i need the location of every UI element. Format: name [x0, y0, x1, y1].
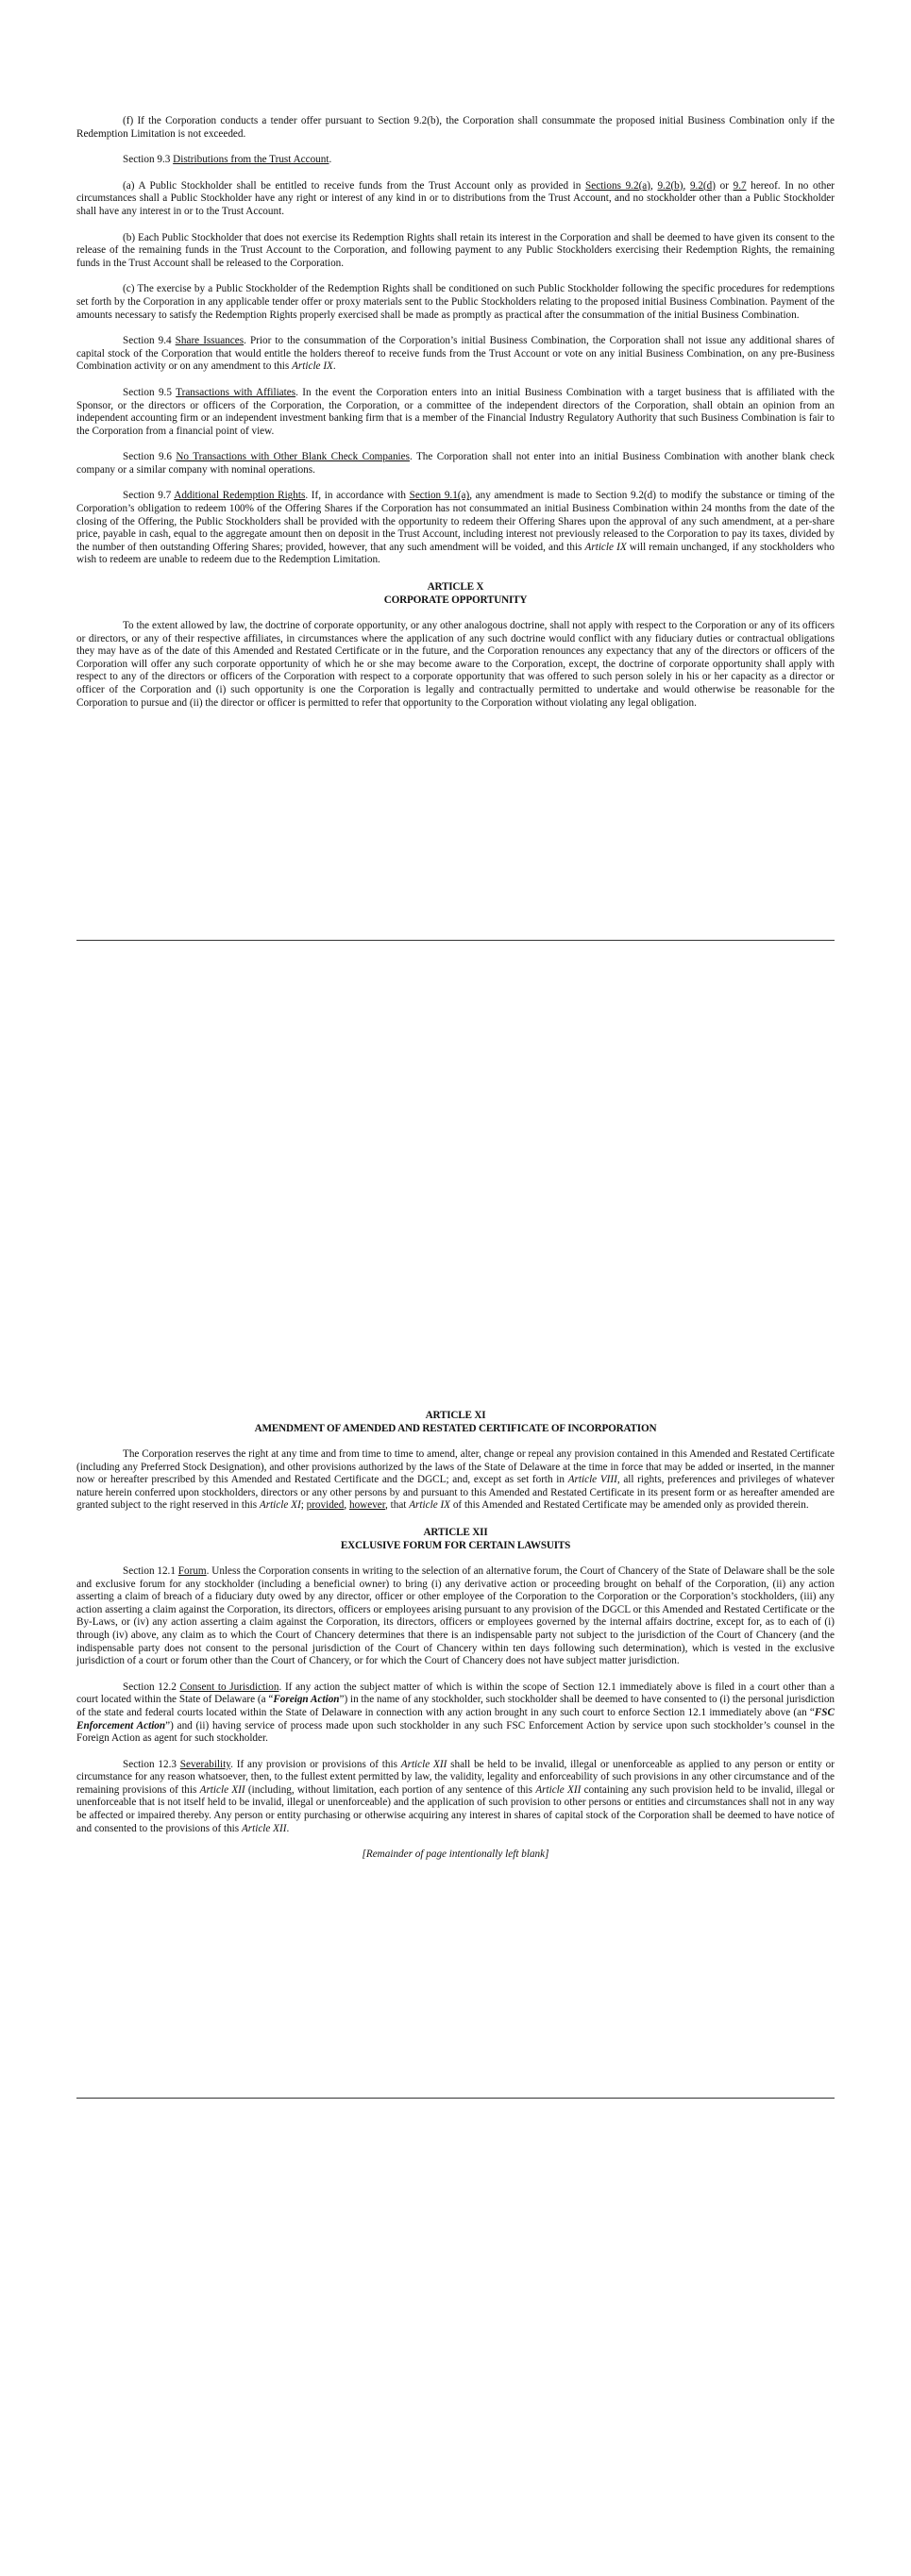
- article-x-title: ARTICLE X: [427, 581, 484, 594]
- document-page-1: [76, 115, 835, 723]
- defined-term: FSC Enforcement Action: [76, 1706, 835, 1731]
- section-9-4-title: Share Issuances: [175, 335, 245, 347]
- section-12-2-paragraph: Section 12.2 Consent to Jurisdiction. If any action the subject matter of which is within the scope of Section 12.1 immediately above is filed in a court other than a court located within the State of Delaware (a “Foreign Action”) in the name of any stockholder, such stockholder shall be deemed to have consented to (i) the personal jurisdiction of the state and federal courts located within the State of Delaware in connection with any action brought in any such court to enforce Section 12.1 immediately above (an “FSC Enforcement Action”) and (ii) having service of process made upon such stockholder in any such FSC Enforcement Action by service upon such stockholder’s counsel in the Foreign Action as agent for such stockholder.: [76, 1681, 835, 1745]
- article-x-paragraph: To the extent allowed by law, the doctrine of corporate opportunity, or any other analogous doctrine, shall not apply with respect to the Corporation or any of its officers or directors, or any of their respective affiliates, in circumstances where the application of any such doctrine would conflict with any fiduciary duties or contractual obligations they may have as of the date of this Amended and Restated Certificate or in the future, and the Corporation renounces any expectancy that any of the directors or officers of the Corporation will offer any such corporate opportunity of which he or she may become aware to the Corporation, except, the doctrine of corporate opportunity shall apply with respect to any of the directors or officers of the Corporation with respect to a corporate opportunity that was offered to such person solely in his or her capacity as a director or officer of the Corporation and (i) such opportunity is one the Corporation is legally and contractually permitted to undertake and would otherwise be reasonable for the Corporation to pursue and (ii) the director or officer is permitted to refer that opportunity to the Corporation without violating any legal obligation.: [76, 620, 835, 709]
- section-9-3-heading: Section 9.3 Distributions from the Trust Account.: [123, 154, 332, 166]
- section-12-1-title: Forum: [177, 1564, 207, 1577]
- section-9-3-b-paragraph: (b) Each Public Stockholder that does not exercise its Redemption Rights shall retain its interest in the Corporation and shall be deemed to have given its consent to the release of the remaining funds in the Trust Account to the Corporation, and following payment to any Public Stockholders exercising their Redemption Rights, the remaining funds in the Trust Account shall be released to the Corporation.: [76, 231, 835, 269]
- section-9-5-title: Transactions with Affiliates: [176, 386, 296, 398]
- section-9-6-paragraph: Section 9.6 No Transactions with Other Blank Check Companies. The Corporation shall not enter into an initial Business Combination with another blank check company or a similar company with nominal operations.: [76, 451, 835, 476]
- section-9-3-title: Distributions from the Trust Account: [173, 154, 329, 166]
- page-divider: [76, 940, 835, 941]
- section-9-3-c-paragraph: (c) The exercise by a Public Stockholder of the Redemption Rights shall be conditioned on such Public Stockholder following the specific procedures for redemptions set forth by the Corporation in any applicable tender offer or proxy materials sent to the Public Stockholders relating to the proposed initial Business Combination. Payment of the amounts necessary to satisfy the Redemption Rights properly exercised shall be made as promptly as practical after the consummation of the initial Business Combination.: [76, 283, 835, 321]
- section-9-7-title: Additional Redemption Rights: [174, 490, 306, 502]
- section-ref: Sections 9.2(a): [585, 179, 650, 192]
- section-12-3-paragraph: Section 12.3 Severability. If any provision or provisions of this Article XII shall be held to be invalid, illegal or unenforceable as applied to any person or entity or circumstance for any reason whatsoever, then, to the fullest extent permitted by law, the validity, legality and enforceability of such provisions in any other circumstance and of the remaining provisions of this Article XII (including, without limitation, each portion of any sentence of this Article XII containing any such provision held to be invalid, illegal or unenforceable that is not itself held to be invalid, illegal or unenforceable) and the application of such provision to other persons or entities and circumstances shall not in any way be affected or impaired thereby. Any person or entity purchasing or otherwise acquiring any interest in shares of capital stock of the Corporation shall be deemed to have notice of and consented to the provisions of this Article XII.: [76, 1758, 835, 1834]
- article-x-subtitle: CORPORATE OPPORTUNITY: [383, 594, 528, 607]
- section-ref: 9.2(b): [657, 179, 683, 192]
- section-ref: Section 9.1(a): [409, 490, 470, 502]
- section-12-3-title: Severability: [179, 1758, 231, 1770]
- article-xi-subtitle: AMENDMENT OF AMENDED AND RESTATED CERTIFICATE OF INCORPORATION: [254, 1423, 657, 1434]
- article-xii-title: ARTICLE XII: [423, 1526, 488, 1538]
- section-12-2-title: Consent to Jurisdiction: [179, 1681, 279, 1693]
- section-9-4-paragraph: Section 9.4 Share Issuances. Prior to the consummation of the Corporation’s initial Business Combination, the Corporation shall not issue any additional shares of capital stock of the Corporation that would entitle the holders thereof to receive funds from the Trust Account or vote on any initial Business Combination, on any pre-Business Combination activity or on any amendment to this Article IX.: [76, 335, 835, 373]
- page-divider: [76, 2098, 835, 2099]
- defined-term: Foreign Action: [273, 1694, 340, 1706]
- section-ref: 9.2(d): [689, 179, 716, 192]
- article-xii-subtitle: EXCLUSIVE FORUM FOR CERTAIN LAWSUITS: [340, 1539, 571, 1551]
- article-xi-title: ARTICLE XI: [425, 1410, 486, 1421]
- document-page-2: [76, 1409, 835, 1875]
- section-12-1-paragraph: Section 12.1 Forum. Unless the Corporation consents in writing to the selection of an alternative forum, the Court of Chancery of the State of Delaware shall be the sole and exclusive forum for any stockholder (including a beneficial owner) to bring (i) any derivative action or proceeding brought on behalf of the Corporation, (ii) any action asserting a claim of breach of a fiduciary duty owed by any director, officer or other employee of the Corporation to the Corporation or the Corporation’s stockholders, (iii) any action asserting a claim against the Corporation, its directors, officers or employees arising pursuant to any provision of the DGCL or this Amended and Restated Certificate or the By-Laws, or (iv) any action asserting a claim against the Corporation, its directors, officers or employees governed by the internal affairs doctrine, except for, as to each of (i) through (iv) above, any claim as to which the Court of Chancery determines that there is an indispensable party not subject to the jurisdiction of the Court of Chancery (and the indispensable party does not consent to the personal jurisdiction of the Court of Chancery within ten days following such determination), which is vested in the exclusive jurisdiction of a court or forum other than the Court of Chancery, or for which the Court of Chancery does not have subject matter jurisdiction.: [76, 1564, 835, 1667]
- section-ref: 9.7: [733, 179, 747, 192]
- remainder-blank-note: [Remainder of page intentionally left blank]: [362, 1848, 549, 1861]
- section-9-7-paragraph: Section 9.7 Additional Redemption Rights. If, in accordance with Section 9.1(a), any amendment is made to Section 9.2(d) to modify the substance or timing of the Corporation’s obligation to redeem 100% of the Offering Shares if the Corporation has not consummated an initial Business Combination within 24 months from the date of the closing of the Offering, the Public Stockholders shall be provided with the opportunity to redeem their Offering Shares upon the approval of any such amendment, at a per-share price, payable in cash, equal to the aggregate amount then on deposit in the Trust Account, including interest not previously released to the Corporation to pay its taxes, divided by the number of then outstanding Offering Shares; provided, however, that any such amendment will be voided, and this Article IX will remain unchanged, if any stockholders who wish to redeem are unable to redeem due to the Redemption Limitation.: [76, 490, 835, 566]
- article-xi-paragraph: The Corporation reserves the right at any time and from time to time to amend, alter, change or repeal any provision contained in this Amended and Restated Certificate (including any Preferred Stock Designation), and other provisions authorized by the laws of the State of Delaware at the time in force that may be added or inserted, in the manner now or hereafter prescribed by this Amended and Restated Certificate and the DGCL; and, except as set forth in Article VIII, all rights, preferences and privileges of whatever nature herein conferred upon stockholders, directors or any other persons by and pursuant to this Amended and Restated Certificate in its present form or as hereafter amended are granted subject to the right reserved in this Article XI; provided, however, that Article IX of this Amended and Restated Certificate may be amended only as provided therein.: [76, 1448, 835, 1512]
- section-9-5-paragraph: Section 9.5 Transactions with Affiliates. In the event the Corporation enters into an initial Business Combination with a target business that is affiliated with the Sponsor, or the directors or officers of the Corporation, the Corporation, or a committee of the independent directors of the Corporation, shall obtain an opinion from an independent accounting firm or an independent investment banking firm that is a member of the Financial Industry Regulatory Authority that such Business Combination is fair to the Corporation from a financial point of view.: [76, 386, 835, 437]
- section-9-2-f-paragraph: (f) If the Corporation conducts a tender offer pursuant to Section 9.2(b), the Corporation shall consummate the proposed initial Business Combination only if the Redemption Limitation is not exceeded.: [76, 115, 835, 140]
- section-9-6-title: No Transactions with Other Blank Check Companies: [176, 451, 410, 463]
- section-9-3-a-paragraph: (a) A Public Stockholder shall be entitled to receive funds from the Trust Account only as provided in Sections 9.2(a), 9.2(b), 9.2(d) or 9.7 hereof. In no other circumstances shall a Public Stockholder have any right or interest of any kind in or to distributions from the Trust Account, and no stockholder other than a Public Stockholder shall have any interest in or to the Trust Account.: [76, 179, 835, 217]
